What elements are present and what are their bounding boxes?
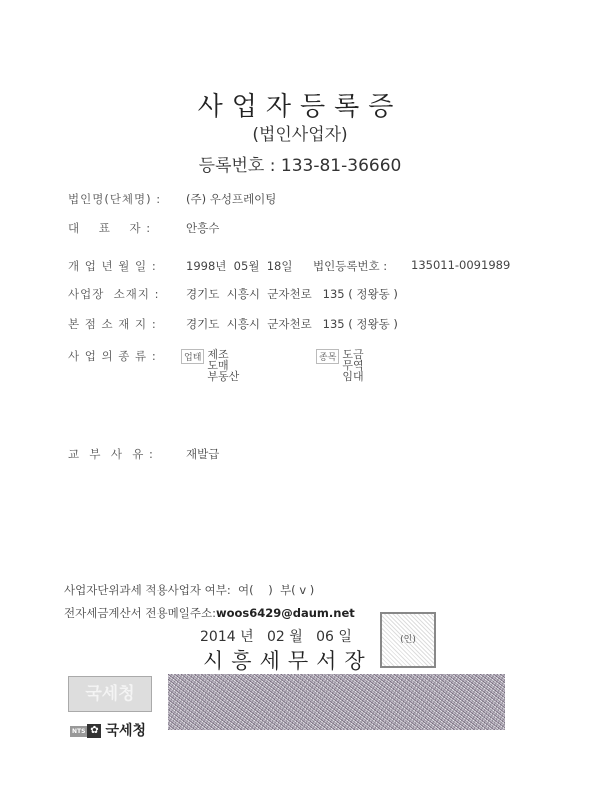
flower-emblem-icon: ✿: [87, 724, 101, 738]
security-pattern: [168, 674, 505, 730]
email-line: [64, 605, 355, 621]
issue-reason-label: 교 부 사 유 :: [68, 447, 154, 461]
opening-date-value: 1998년 05월 18일: [186, 259, 293, 273]
official-seal-stamp: (인): [380, 612, 436, 668]
nts-abbr: NTS: [72, 727, 86, 735]
issue-reason-value: 재발급: [186, 447, 220, 461]
corp-reg-label: 법인등록번호 :: [313, 259, 388, 273]
head-office-label: 본 점 소 재 지 :: [68, 317, 157, 331]
category-tag: 업태: [181, 349, 204, 364]
business-type-label: 사 업 의 종 류 :: [68, 349, 157, 363]
category-item: 제조: [207, 348, 229, 361]
registration-value: 133-81-36660: [280, 156, 402, 176]
business-address-value: 경기도 시흥시 군자천로 135 ( 정왕동 ): [186, 287, 398, 301]
category-item: 부동산: [207, 370, 240, 383]
unit-tax-no: 부( v ): [280, 583, 315, 597]
item-tag: 종목: [316, 349, 339, 364]
issue-date: 2014 년 02 월 06 일: [200, 629, 352, 645]
representative-label: 대 표 자 :: [68, 221, 152, 235]
corp-name-label: 법인명(단체명) :: [68, 192, 162, 206]
document-subtitle: (법인사업자): [252, 125, 348, 145]
business-item-group: [316, 349, 364, 382]
business-category-group: [181, 349, 239, 382]
tax-office-name: 시흥세무서장: [203, 649, 373, 673]
item-entry: 도금: [342, 348, 364, 361]
head-office-value: 경기도 시흥시 군자천로 135 ( 정왕동 ): [186, 317, 398, 331]
unit-tax-label: 사업자단위과세 적용사업자 여부:: [64, 583, 231, 597]
nts-logo: [70, 720, 146, 740]
category-item: 도매: [207, 359, 229, 372]
opening-date-label: 개 업 년 월 일 :: [68, 259, 157, 273]
corp-name-value: (주) 우성프레이팅: [186, 192, 277, 206]
email-label: 전자세금계산서 전용메일주소:: [64, 606, 216, 620]
representative-value: 안흥수: [186, 221, 220, 235]
registration-label: 등록번호: [198, 156, 265, 176]
nts-agency-name: 국세청: [105, 723, 147, 739]
registration-number: 등록번호 : 133-81-36660: [198, 156, 402, 176]
email-value: woos6429@daum.net: [215, 606, 355, 620]
unit-tax-yes: 여( ): [238, 583, 273, 597]
business-address-label: 사업장 소재지 :: [68, 287, 160, 301]
item-entry: 무역: [342, 359, 364, 372]
unit-tax-line: [64, 582, 314, 598]
item-entry: 임대: [342, 370, 364, 383]
corp-reg-value: 135011-0091989: [411, 258, 511, 272]
nts-watermark-box: 국세청: [68, 676, 152, 712]
document-title: 사업자등록증: [197, 92, 403, 122]
